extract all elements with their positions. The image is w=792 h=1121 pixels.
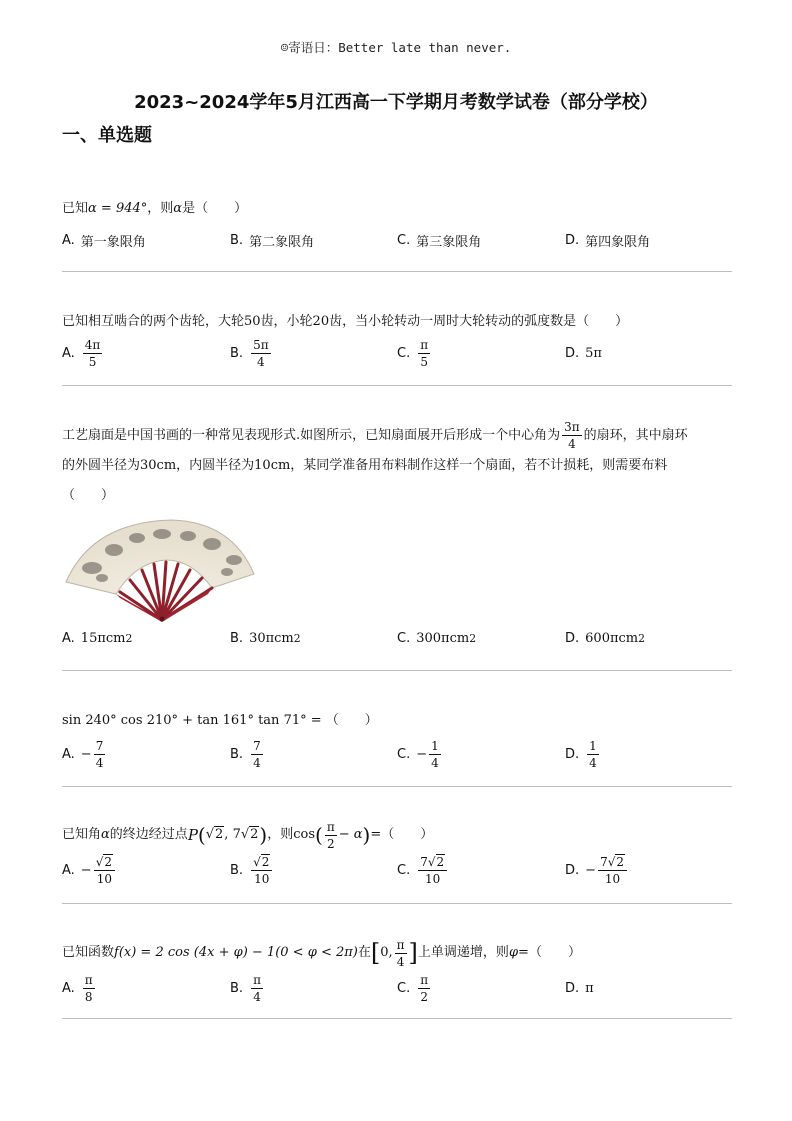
question-3-options	[62, 618, 732, 658]
option-d[interactable]: D. $\frac{1}{4}$	[565, 738, 597, 770]
option-d[interactable]: D. π	[565, 980, 594, 996]
option-c[interactable]: C. 300πcm 2	[397, 630, 477, 646]
option-d[interactable]: D. 第四象限角	[565, 232, 651, 250]
option-a[interactable]: A. 15πcm 2	[62, 630, 133, 646]
question-5	[62, 820, 732, 890]
divider	[62, 1018, 732, 1019]
option-a[interactable]: A. − $\frac{7}{4}$	[62, 738, 104, 770]
fan-image	[62, 516, 258, 624]
option-d[interactable]: D. 5π	[565, 345, 602, 361]
question-stem-line2: 的外圆半径为30cm，内圆半径为10cm，某同学准备用布料制作这样一个扇面，若不计损耗，则需要布料	[62, 458, 668, 473]
option-d[interactable]: D. − $\frac{7√2}{10}$	[565, 850, 629, 890]
question-3	[62, 420, 732, 511]
option-c[interactable]: C. − $\frac{1}{4}$	[397, 738, 439, 770]
question-stem: 已知α = 944°，则α是（ ）	[62, 201, 248, 216]
page-title: 2023~2024学年5月江西高一下学期月考数学试卷（部分学校）	[134, 92, 658, 113]
option-b[interactable]: B. 第二象限角	[230, 232, 315, 250]
question-6	[62, 938, 732, 1008]
question-stem: sin 240° cos 210° + tan 161° tan 71° = （ ）	[62, 713, 378, 728]
option-c[interactable]: C. $\frac{7√2}{10}$	[397, 850, 449, 890]
question-stem-line3: （ ）	[62, 488, 115, 503]
option-a[interactable]: A. $\frac{4\pi}{5}$	[62, 337, 101, 369]
option-a[interactable]: A. $\frac{\pi}{8}$	[62, 972, 93, 1004]
section-heading: 一、单选题	[62, 125, 152, 146]
option-c[interactable]: C. 第三象限角	[397, 232, 482, 250]
question-1	[62, 198, 732, 260]
option-c[interactable]: C. $\frac{\pi}{5}$	[397, 337, 429, 369]
option-a[interactable]: A. − $\frac{√2}{10}$	[62, 850, 117, 890]
question-stem: 工艺扇面是中国书画的一种常见表现形式.如图所示，已知扇面展开后形成一个中心角为 $\frac{3\pi}{4}$ 的扇环，其中扇环	[62, 420, 688, 451]
question-stem: 已知相互啮合的两个齿轮，大轮50齿，小轮20齿，当小轮转动一周时大轮转动的弧度数是（ ）	[62, 314, 629, 329]
option-c[interactable]: C. $\frac{\pi}{2}$	[397, 972, 429, 1004]
motto: ☺寄语日：Better late than never.	[280, 40, 512, 55]
option-b[interactable]: B. $\frac{5\pi}{4}$	[230, 337, 269, 369]
option-b[interactable]: B. $\frac{7}{4}$	[230, 738, 261, 770]
question-stem: 已知函数 f(x) = 2 cos (4x + φ) − 1(0 < φ < 2π) 在 [ 0, $\frac{\pi}{4}$ ] 上单调递增，则 φ =（ ）	[62, 937, 581, 969]
option-d[interactable]: D. 600πcm 2	[565, 630, 646, 646]
option-b[interactable]: B. 30πcm 2	[230, 630, 301, 646]
divider	[62, 385, 732, 386]
divider	[62, 271, 732, 272]
divider	[62, 670, 732, 671]
question-4	[62, 710, 732, 774]
divider	[62, 903, 732, 904]
option-a[interactable]: A. 第一象限角	[62, 232, 146, 250]
option-b[interactable]: B. $\frac{√2}{10}$	[230, 850, 274, 890]
divider	[62, 786, 732, 787]
question-stem: 已知角 α 的终边经过点 P ( √2 , 7 √2 ) ，则 cos ( $\frac{\pi}{2}$ − α ) =（ ）	[62, 819, 434, 851]
question-2	[62, 311, 732, 373]
option-b[interactable]: B. $\frac{\pi}{4}$	[230, 972, 261, 1004]
